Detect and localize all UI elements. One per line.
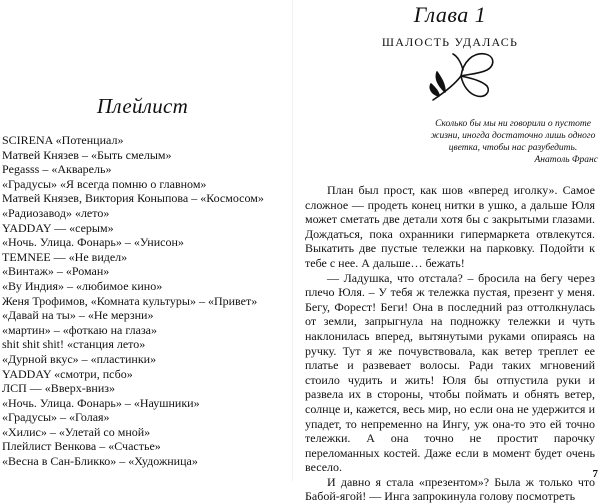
playlist-item: «Градусы» «Я всегда помню о главном» <box>2 176 207 191</box>
playlist-item: «Ночь. Улица. Фонарь» – «Унисон» <box>2 235 184 250</box>
playlist-item: «Весна в Сан-Бликко» – «Художница» <box>2 454 198 469</box>
playlist-item: Женя Трофимов, «Комната культуры» – «Привет» <box>2 293 258 308</box>
playlist-item: Плейлист Венкова – «Счастье» <box>2 439 161 454</box>
paragraph: И давно я стала «презентом»? Была ж только что Бабой-ягой! — Инга запрокинула голову посмотреть <box>305 474 595 504</box>
playlist-item: YADDAY «смотри, псбо» <box>2 366 133 381</box>
chapter-body <box>305 183 595 504</box>
page-number: 7 <box>592 468 598 480</box>
playlist-item: TEMNEE — «Не видел» <box>2 249 128 264</box>
playlist-item: ЛСП — «Вверх-вниз» <box>2 381 115 396</box>
chapter-title: Глава 1 <box>413 2 487 27</box>
playlist-item: «Винтаж» – «Роман» <box>2 264 110 279</box>
playlist-item: «мартин» – «фоткаю на глаза» <box>2 322 158 337</box>
playlist-item: shit shit shit! «станция лето» <box>2 337 146 352</box>
playlist-item: «Ву Индия» – «любимое кино» <box>2 278 163 293</box>
playlist-item: SCIRENA «Потенциал» <box>2 133 124 147</box>
playlist-item: «Радиозавод» «лето» <box>2 205 110 220</box>
right-page <box>300 0 600 504</box>
paragraph: — Ладушка, что отстала? – бросила на бегу через плечо Юля. – У тебя ж тележка пустая, презент у меня. Бегу, Форест! Беги! Она в последний раз оттолкнулась от земли, запрыгнула на подножку тележки и чуть наклонилась вперед, вытянутыми руками опираясь на ручку. Тут я же почувствовала, как ветер треплет ее платье и развевает волосы. Ради таких мгновений стоило чудить и жить! Юля бы отпустила руки и развела их в стороны, чтобы поймать и обнять ветер, солнце и, кажется, весь мир, но если она не удержится и упадет, то непременно на Ингу, уж она-то это ей точно тележки. А она точно не простит парочку переломанных костей. Даже если в момент будет очень весело. <box>305 270 595 475</box>
playlist-title: Плейлист <box>96 94 189 118</box>
playlist-item: «Давай на ты» – «Не мерзни» <box>2 308 154 323</box>
playlist-item: «Хилис» – «Улетай со мной» <box>2 424 151 439</box>
playlist-item: Pegasss – «Акварель» <box>2 162 112 177</box>
playlist-list <box>2 133 285 469</box>
book-gutter <box>292 0 293 481</box>
epigraph-author: Анатоль Франс <box>534 155 598 165</box>
left-page <box>0 0 285 481</box>
chapter-subtitle: ШАЛОСТЬ УДАЛАСЬ <box>381 35 519 49</box>
playlist-item: «Градусы» – «Голая» <box>2 410 110 425</box>
butterfly-flower-icon <box>425 48 499 106</box>
playlist-item: Матвей Князев – «Быть смелым» <box>2 147 172 162</box>
playlist-item: YADDAY — «серым» <box>2 220 114 235</box>
playlist-item: Матвей Князев, Виктория Коныпова – «Космосом» <box>2 191 264 206</box>
epigraph-quote: Сколько бы мы ни говорили о пустоте жизни, иногда достаточно лишь одного цветка, чтобы нас разубедить. <box>430 119 596 153</box>
playlist-item: «Ночь. Улица. Фонарь» – «Наушники» <box>2 395 200 410</box>
playlist-item: «Дурной вкус» – «пластинки» <box>2 351 157 366</box>
paragraph: План был прост, как шов «вперед иголку». Самое сложное — продеть конец нитки в ушко, а дальше Юля может сметать две детали хотя бы с закрытыми глазами. Дождаться, пока охранники гипермаркета отвлекутся. Выкатить две пустые тележки на парковку. Подойти к тебе с нее. А дальше… бежать! <box>305 183 595 270</box>
